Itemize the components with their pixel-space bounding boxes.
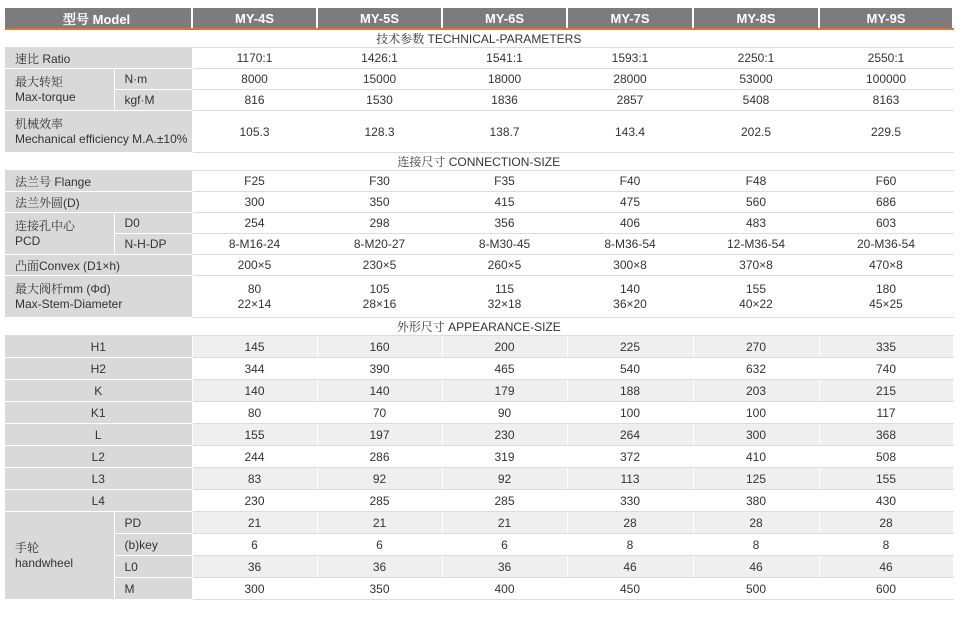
handwheel-pd-row	[5, 512, 953, 534]
cell: 344	[192, 358, 317, 380]
cell: 100000	[819, 69, 953, 90]
stem-value-b: 36×20	[613, 296, 647, 311]
row-label: K	[5, 380, 192, 402]
cell: 740	[819, 358, 953, 380]
cell: 113	[567, 468, 693, 490]
handwheel-m-row	[5, 578, 953, 600]
efficiency-label	[5, 111, 192, 153]
cell: F30	[317, 171, 442, 192]
cell: 28000	[567, 69, 693, 90]
cell: 28	[567, 512, 693, 534]
cell: 160	[317, 336, 442, 358]
cell: 83	[192, 468, 317, 490]
section-title: 连接尺寸 CONNECTION-SIZE	[5, 153, 953, 171]
cell: 8	[819, 534, 953, 556]
stem-label-cn: 最大阀杆mm (Φd)	[15, 281, 111, 296]
cell: 100	[693, 402, 819, 424]
cell: 816	[192, 90, 317, 111]
handwheel-key-row	[5, 534, 953, 556]
cell: 400	[442, 578, 567, 600]
cell: 215	[819, 380, 953, 402]
cell: 12-M36-54	[693, 234, 819, 255]
row-label: L4	[5, 490, 192, 512]
cell: 200×5	[192, 255, 317, 276]
stem-value-b: 22×14	[237, 296, 272, 311]
cell: 21	[192, 512, 317, 534]
cell: 368	[819, 424, 953, 446]
cell: 686	[819, 192, 953, 213]
cell: F60	[819, 171, 953, 192]
stem-cell	[192, 276, 317, 318]
torque-label-en: Max-torque	[15, 89, 76, 104]
cell: 260×5	[442, 255, 567, 276]
cell: 600	[819, 578, 953, 600]
cell: 28	[819, 512, 953, 534]
cell: 145	[192, 336, 317, 358]
cell: 155	[192, 424, 317, 446]
cell: 370×8	[693, 255, 819, 276]
stem-value-a: 180	[876, 281, 897, 296]
cell: 390	[317, 358, 442, 380]
cell: 465	[442, 358, 567, 380]
cell: 125	[693, 468, 819, 490]
unit-label: D0	[114, 213, 192, 234]
torque-nm-row	[5, 69, 953, 90]
cell: 128.3	[317, 111, 442, 153]
model-header: 型号 Model	[5, 8, 192, 29]
cell: 46	[693, 556, 819, 578]
cell: 2857	[567, 90, 693, 111]
cell: 410	[693, 446, 819, 468]
torque-label	[5, 69, 114, 111]
cell: F48	[693, 171, 819, 192]
cell: 286	[317, 446, 442, 468]
cell: F40	[567, 171, 693, 192]
cell: 8-M30-45	[442, 234, 567, 255]
stem-row	[5, 276, 953, 318]
stem-value-a: 105	[369, 281, 390, 296]
cell: 229.5	[819, 111, 953, 153]
cell: 8-M36-54	[567, 234, 693, 255]
cell: 1426:1	[317, 48, 442, 69]
cell: 508	[819, 446, 953, 468]
cell: 2250:1	[693, 48, 819, 69]
cell: 264	[567, 424, 693, 446]
cell: 100	[567, 402, 693, 424]
handwheel-label-cn: 手轮	[15, 540, 40, 555]
model-name: MY-7S	[567, 8, 693, 29]
row-label: L	[5, 424, 192, 446]
cell: 270	[693, 336, 819, 358]
cell: 8-M16-24	[192, 234, 317, 255]
stem-value-b: 45×25	[869, 296, 903, 311]
cell: 603	[819, 213, 953, 234]
cell: 21	[317, 512, 442, 534]
stem-label-en: Max-Stem-Diameter	[15, 296, 123, 311]
row-label: 凸面Convex (D1×h)	[5, 255, 192, 276]
row-label: H2	[5, 358, 192, 380]
handwheel-l0-row	[5, 556, 953, 578]
cell: 500	[693, 578, 819, 600]
pcd-d0-row	[5, 213, 953, 234]
cell: 350	[317, 578, 442, 600]
model-name: MY-9S	[819, 8, 953, 29]
cell: 5408	[693, 90, 819, 111]
row-label: 法兰号 Flange	[5, 171, 192, 192]
cell: 155	[819, 468, 953, 490]
section-title: 技术参数 TECHNICAL-PARAMETERS	[5, 29, 953, 48]
unit-label: L0	[114, 556, 192, 578]
cell: 380	[693, 490, 819, 512]
cell: F25	[192, 171, 317, 192]
unit-label: M	[114, 578, 192, 600]
cell: 430	[819, 490, 953, 512]
cell: 8	[693, 534, 819, 556]
cell: 36	[192, 556, 317, 578]
cell: 300	[693, 424, 819, 446]
pcd-label-cn: 连接孔中心	[15, 218, 76, 233]
cell: 70	[317, 402, 442, 424]
row-label: H1	[5, 336, 192, 358]
cell: 298	[317, 213, 442, 234]
cell: 6	[442, 534, 567, 556]
cell: 6	[317, 534, 442, 556]
torque-kgf-row	[5, 90, 953, 111]
stem-cell	[442, 276, 567, 318]
cell: 90	[442, 402, 567, 424]
cell: 36	[442, 556, 567, 578]
stem-value-a: 140	[620, 281, 641, 296]
cell: 8	[567, 534, 693, 556]
cell: 21	[442, 512, 567, 534]
stem-value-a: 115	[494, 281, 515, 296]
ratio-row	[5, 48, 953, 69]
section-connection-row	[5, 153, 953, 171]
cell: 319	[442, 446, 567, 468]
cell: 179	[442, 380, 567, 402]
model-name: MY-5S	[317, 8, 442, 29]
cell: 28	[693, 512, 819, 534]
row-label: 法兰外圆(D)	[5, 192, 192, 213]
cell: 415	[442, 192, 567, 213]
l3-row	[5, 468, 953, 490]
header-row	[5, 8, 953, 29]
model-name: MY-8S	[693, 8, 819, 29]
cell: 1836	[442, 90, 567, 111]
cell: 330	[567, 490, 693, 512]
cell: 335	[819, 336, 953, 358]
h2-row	[5, 358, 953, 380]
cell: 230	[442, 424, 567, 446]
cell: 117	[819, 402, 953, 424]
stem-cell	[317, 276, 442, 318]
stem-cell	[819, 276, 953, 318]
cell: 450	[567, 578, 693, 600]
cell: 1170:1	[192, 48, 317, 69]
cell: 230	[192, 490, 317, 512]
unit-label: N·m	[114, 69, 192, 90]
cell: 140	[317, 380, 442, 402]
cell: 8000	[192, 69, 317, 90]
cell: 300	[192, 578, 317, 600]
row-label: K1	[5, 402, 192, 424]
cell: 244	[192, 446, 317, 468]
stem-value-a: 155	[746, 281, 767, 296]
cell: 80	[192, 402, 317, 424]
unit-label: N-H-DP	[114, 234, 192, 255]
cell: 483	[693, 213, 819, 234]
spec-table	[5, 8, 954, 600]
section-technical-row	[5, 29, 953, 48]
pcd-label-en: PCD	[15, 233, 41, 248]
cell: 92	[317, 468, 442, 490]
torque-label-cn: 最大转矩	[15, 74, 64, 89]
unit-label: PD	[114, 512, 192, 534]
cell: 202.5	[693, 111, 819, 153]
unit-label: kgf·M	[114, 90, 192, 111]
section-appearance-row	[5, 318, 953, 336]
cell: 475	[567, 192, 693, 213]
stem-label	[5, 276, 192, 318]
cell: 46	[819, 556, 953, 578]
cell: 6	[192, 534, 317, 556]
cell: 200	[442, 336, 567, 358]
l-row	[5, 424, 953, 446]
cell: 92	[442, 468, 567, 490]
cell: 143.4	[567, 111, 693, 153]
cell: 46	[567, 556, 693, 578]
cell: 197	[317, 424, 442, 446]
cell: 300	[192, 192, 317, 213]
section-title: 外形尺寸 APPEARANCE-SIZE	[5, 318, 953, 336]
l2-row	[5, 446, 953, 468]
cell: 300×8	[567, 255, 693, 276]
cell: 225	[567, 336, 693, 358]
convex-row	[5, 255, 953, 276]
pcd-label	[5, 213, 114, 255]
cell: 53000	[693, 69, 819, 90]
stem-value-b: 28×16	[362, 296, 397, 311]
model-name: MY-6S	[442, 8, 567, 29]
cell: 285	[317, 490, 442, 512]
row-label: L3	[5, 468, 192, 490]
pcd-nhdp-row	[5, 234, 953, 255]
cell: 8-M20-27	[317, 234, 442, 255]
stem-value-a: 80	[247, 281, 262, 296]
row-label: L2	[5, 446, 192, 468]
cell: 372	[567, 446, 693, 468]
k1-row	[5, 402, 953, 424]
cell: 140	[192, 380, 317, 402]
handwheel-label-en: handwheel	[15, 555, 74, 570]
unit-label: (b)key	[114, 534, 192, 556]
model-name: MY-4S	[192, 8, 317, 29]
cell: 285	[442, 490, 567, 512]
cell: 15000	[317, 69, 442, 90]
cell: 105.3	[192, 111, 317, 153]
cell: 230×5	[317, 255, 442, 276]
stem-value-b: 32×18	[487, 296, 522, 311]
handwheel-label	[5, 512, 114, 600]
efficiency-label-en: Mechanical efficiency M.A.±10%	[15, 131, 188, 146]
cell: 20-M36-54	[819, 234, 953, 255]
cell: 540	[567, 358, 693, 380]
flange-row	[5, 171, 953, 192]
stem-cell	[567, 276, 693, 318]
cell: 188	[567, 380, 693, 402]
cell: 470×8	[819, 255, 953, 276]
cell: 1530	[317, 90, 442, 111]
stem-value-b: 40×22	[739, 296, 773, 311]
cell: 406	[567, 213, 693, 234]
h1-row	[5, 336, 953, 358]
cell: F35	[442, 171, 567, 192]
efficiency-row	[5, 111, 953, 153]
cell: 350	[317, 192, 442, 213]
stem-cell	[693, 276, 819, 318]
cell: 1541:1	[442, 48, 567, 69]
cell: 36	[317, 556, 442, 578]
outer-row	[5, 192, 953, 213]
cell: 632	[693, 358, 819, 380]
cell: 560	[693, 192, 819, 213]
efficiency-label-cn: 机械效率	[15, 116, 64, 131]
cell: 2550:1	[819, 48, 953, 69]
cell: 356	[442, 213, 567, 234]
cell: 1593:1	[567, 48, 693, 69]
l4-row	[5, 490, 953, 512]
k-row	[5, 380, 953, 402]
cell: 18000	[442, 69, 567, 90]
cell: 254	[192, 213, 317, 234]
cell: 203	[693, 380, 819, 402]
cell: 138.7	[442, 111, 567, 153]
cell: 8163	[819, 90, 953, 111]
row-label: 速比 Ratio	[5, 48, 192, 69]
